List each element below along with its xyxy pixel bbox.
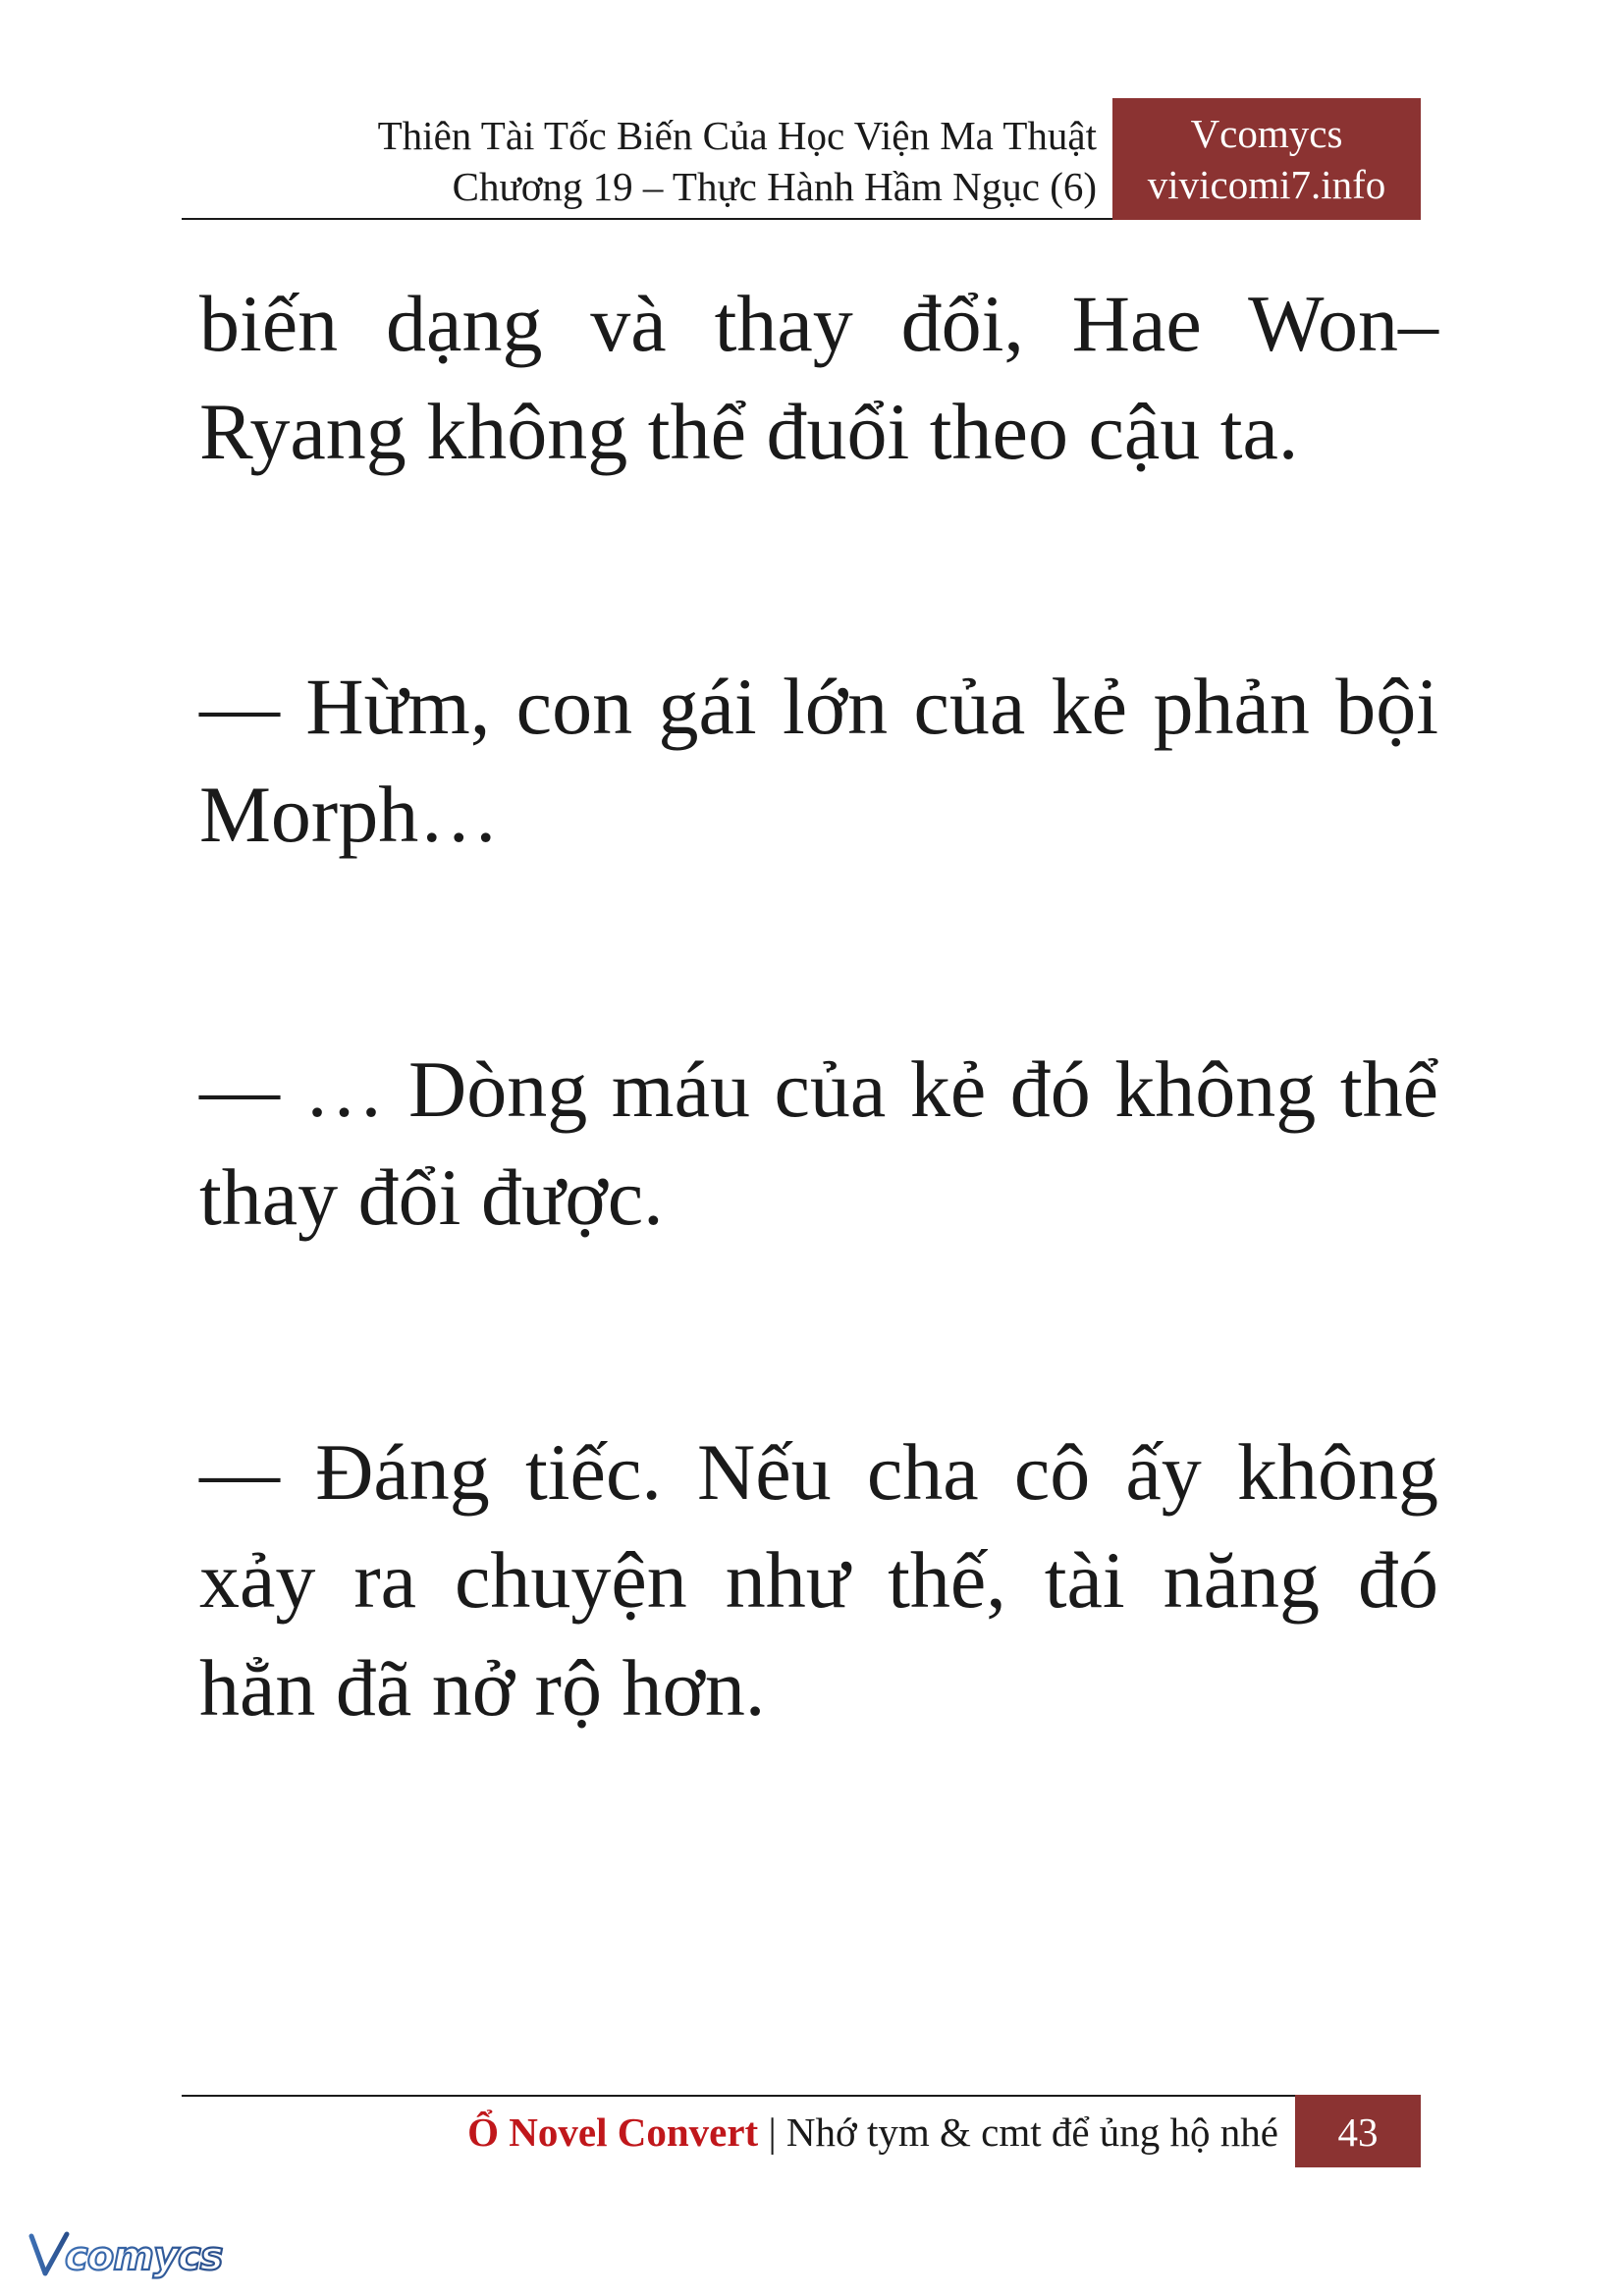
footer-message: Nhớ tym & cmt để ủng hộ nhé [785, 2109, 1278, 2155]
svg-text:comycs: comycs [65, 2234, 223, 2279]
footer-brand: Ổ Novel Convert [467, 2109, 759, 2155]
chapter-body [199, 270, 1438, 1742]
footer-divider [182, 2095, 1295, 2097]
source-badge [1112, 98, 1421, 220]
badge-site-url: vivicomi7.info [1147, 162, 1386, 207]
vcomycs-logo-icon [27, 2226, 263, 2285]
paragraph: — Hừm, con gái lớn của kẻ phản bội Morph… [199, 662, 1438, 859]
chapter-title: Chương 19 – Thực Hành Hầm Ngục (6) [452, 164, 1097, 209]
book-title: Thiên Tài Tốc Biến Của Học Viện Ma Thuật [377, 113, 1097, 158]
paragraph: biến dạng và thay đổi, Hae Won–Ryang không thể đuổi theo cậu ta. [199, 279, 1438, 476]
paragraph: — Đáng tiếc. Nếu cha cô ấy không xảy ra chuyện như thế, tài năng đó hẳn đã nở rộ hơn. [199, 1427, 1438, 1733]
footer-separator: | [758, 2109, 786, 2155]
header-divider [182, 218, 1112, 220]
page-header [182, 98, 1421, 220]
footer-credit [467, 2105, 1278, 2160]
page-footer [182, 2095, 1421, 2167]
header-titles [378, 110, 1097, 212]
paragraph: — … Dòng máu của kẻ đó không thể thay đổi được. [199, 1044, 1438, 1242]
badge-site-name: Vcomycs [1190, 111, 1343, 156]
page-number: 43 [1295, 2095, 1421, 2167]
